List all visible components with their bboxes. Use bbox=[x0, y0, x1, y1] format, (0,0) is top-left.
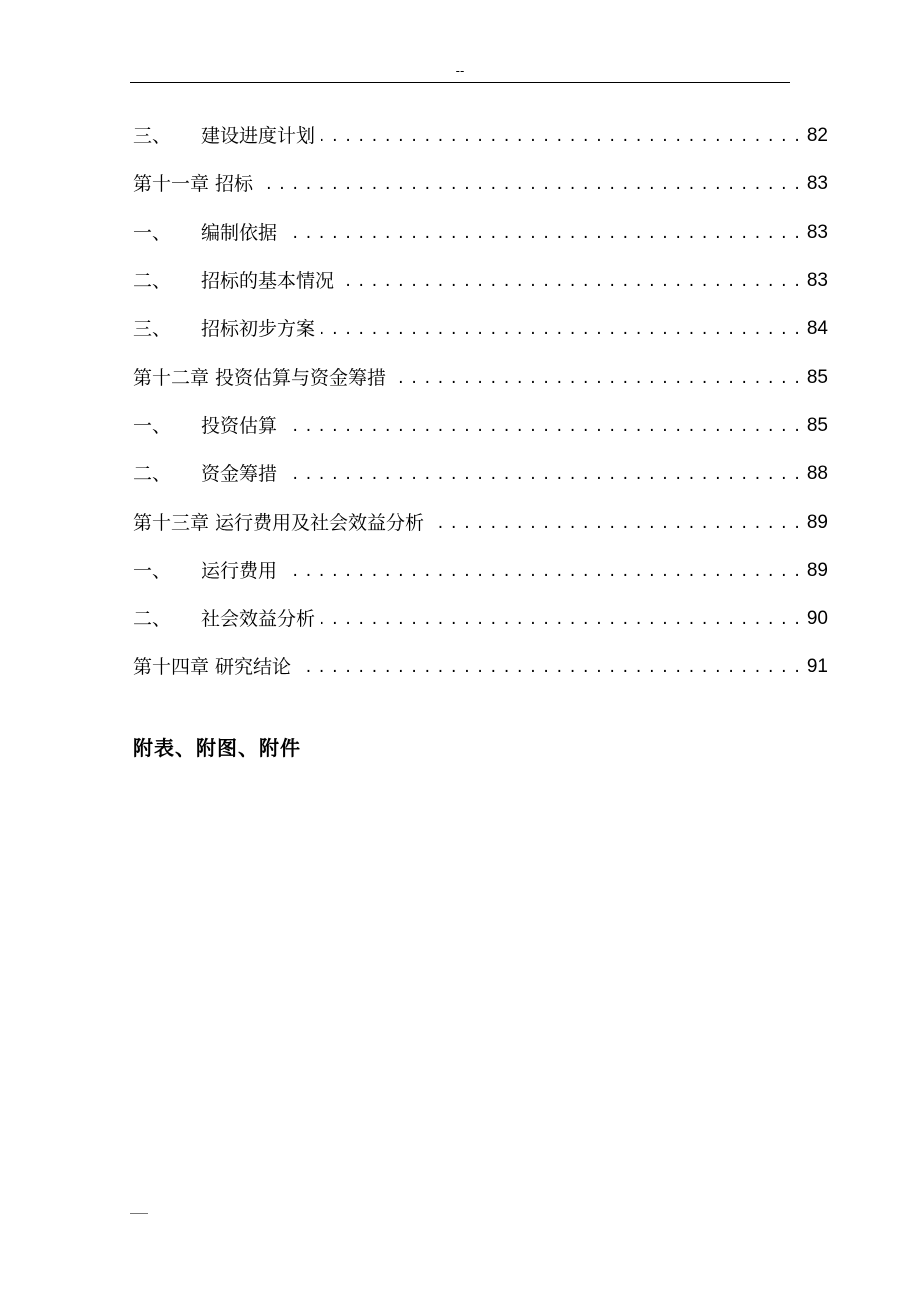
toc-entry-title: 招标初步方案 bbox=[201, 318, 316, 341]
header-mark: -- bbox=[455, 64, 465, 78]
toc-leader-dots bbox=[283, 462, 801, 486]
toc-entry[interactable] bbox=[133, 547, 828, 595]
toc-entry-number: 二、 bbox=[133, 463, 172, 486]
toc-leader-dots bbox=[283, 221, 801, 245]
toc-entry-page: 89 bbox=[806, 559, 828, 581]
toc-entry-title: 建设进度计划 bbox=[201, 125, 316, 148]
toc-entry-title: 第十二章 投资估算与资金筹措 bbox=[133, 366, 387, 389]
toc-entry-page: 84 bbox=[806, 318, 828, 340]
toc-entry-number: 三、 bbox=[133, 318, 172, 341]
toc-leader-dots bbox=[259, 172, 801, 196]
toc-leader-dots bbox=[321, 607, 801, 631]
toc-entry[interactable] bbox=[133, 257, 828, 305]
toc-entry-title: 第十三章 运行费用及社会效益分析 bbox=[133, 511, 425, 534]
toc-entry[interactable] bbox=[133, 450, 828, 498]
toc-entry-page: 83 bbox=[806, 270, 828, 292]
toc-entry-page: 89 bbox=[806, 511, 828, 533]
toc-entry-title: 投资估算 bbox=[201, 414, 278, 437]
toc-entry-title: 编制依据 bbox=[201, 221, 278, 244]
appendix-heading: 附表、附图、附件 bbox=[133, 736, 301, 760]
toc-leader-dots bbox=[297, 655, 801, 679]
toc-entry-title: 社会效益分析 bbox=[201, 608, 316, 631]
toc-entry-page: 91 bbox=[806, 656, 828, 678]
toc-leader-dots bbox=[321, 124, 801, 148]
toc-entry-page: 83 bbox=[806, 221, 828, 243]
toc-entry-page: 85 bbox=[806, 366, 828, 388]
toc-entry[interactable] bbox=[133, 209, 828, 257]
toc-entry-number: 二、 bbox=[133, 608, 172, 631]
toc-entry[interactable] bbox=[133, 305, 828, 353]
toc-entry[interactable] bbox=[133, 402, 828, 450]
toc-entry-page: 90 bbox=[806, 608, 828, 630]
table-of-contents bbox=[133, 112, 828, 692]
toc-entry[interactable] bbox=[133, 353, 828, 401]
toc-entry[interactable] bbox=[133, 112, 828, 160]
toc-entry-number: 一、 bbox=[133, 221, 172, 244]
toc-entry[interactable] bbox=[133, 595, 828, 643]
toc-entry-page: 88 bbox=[806, 463, 828, 485]
toc-entry-title: 资金筹措 bbox=[201, 463, 278, 486]
toc-leader-dots bbox=[283, 559, 801, 583]
toc-entry-number: 一、 bbox=[133, 559, 172, 582]
toc-entry-page: 85 bbox=[806, 414, 828, 436]
toc-leader-dots bbox=[340, 269, 801, 293]
toc-entry[interactable] bbox=[133, 160, 828, 208]
toc-entry[interactable] bbox=[133, 643, 828, 691]
toc-entry-title: 第十一章 招标 bbox=[133, 173, 254, 196]
toc-entry-title: 第十四章 研究结论 bbox=[133, 656, 292, 679]
toc-entry-number: 三、 bbox=[133, 125, 172, 148]
toc-leader-dots bbox=[283, 414, 801, 438]
toc-leader-dots bbox=[321, 317, 801, 341]
toc-entry-page: 82 bbox=[806, 125, 828, 147]
toc-entry-number: 一、 bbox=[133, 414, 172, 437]
toc-entry-title: 招标的基本情况 bbox=[201, 270, 335, 293]
toc-entry[interactable] bbox=[133, 498, 828, 546]
toc-leader-dots bbox=[430, 511, 801, 535]
footer-mark bbox=[130, 1213, 148, 1214]
toc-entry-title: 运行费用 bbox=[201, 559, 278, 582]
toc-entry-page: 83 bbox=[806, 173, 828, 195]
header-rule bbox=[130, 82, 790, 83]
toc-leader-dots bbox=[392, 366, 801, 390]
toc-entry-number: 二、 bbox=[133, 270, 172, 293]
